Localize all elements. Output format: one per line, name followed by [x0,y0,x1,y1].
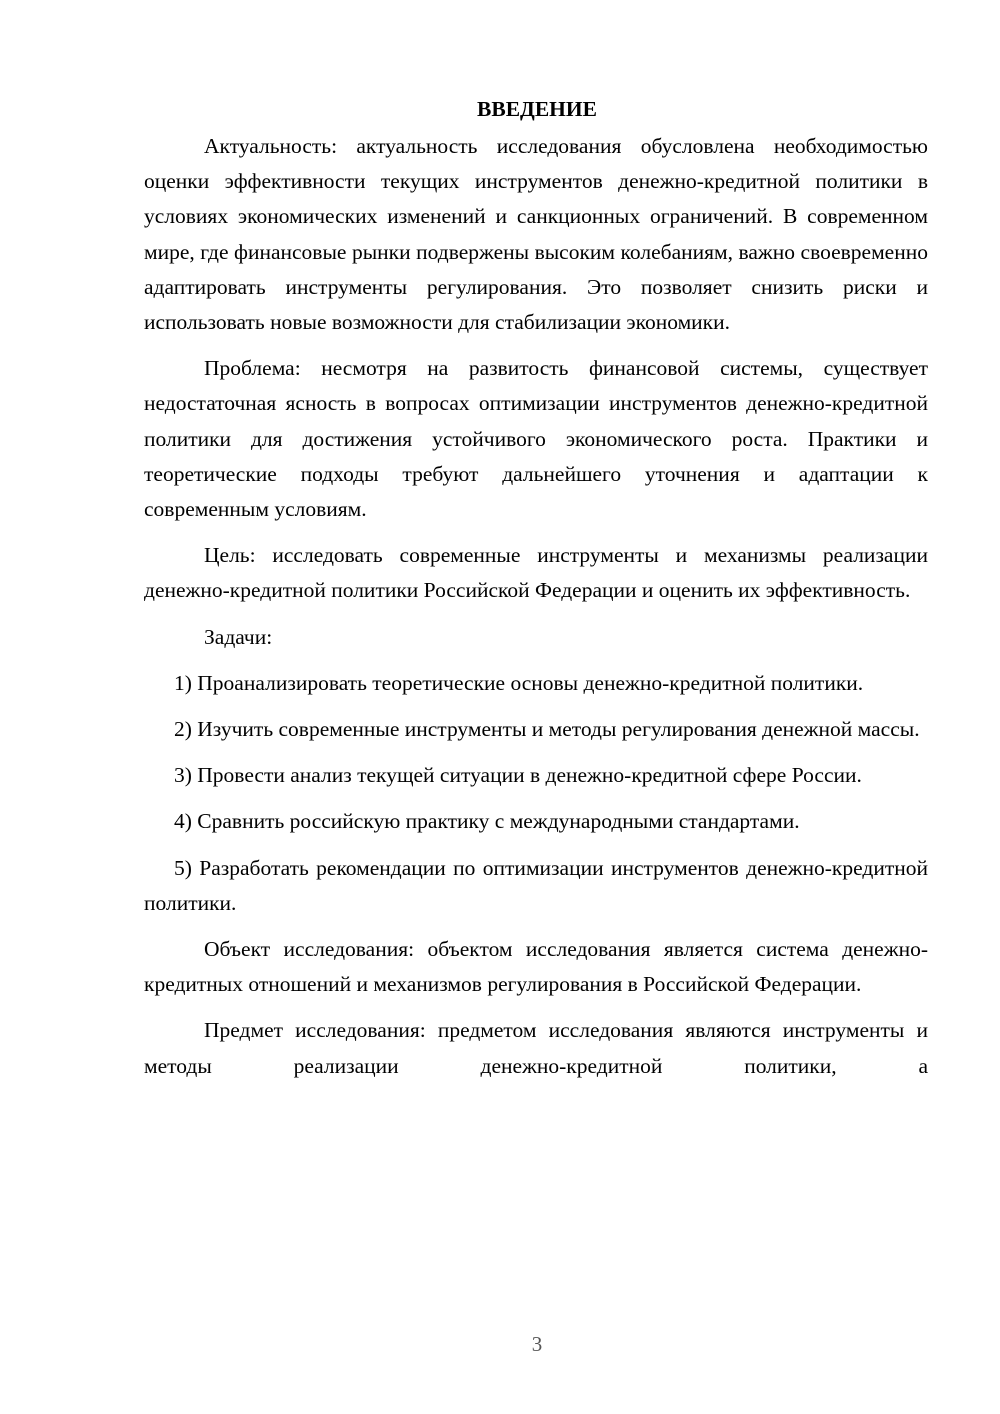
task-item: 3) Провести анализ текущей ситуации в денежно-кредитной сфере России. [174,763,862,788]
task-item: 2) Изучить современные инструменты и методы регулирования денежной массы. [174,717,920,742]
subject-paragraph: Предмет исследования: предметом исследования являются инструменты и методы реализации денежно-кредитной политики, а [144,1018,928,1078]
problem-paragraph: Проблема: несмотря на развитость финансовой системы, существует недостаточная ясность в вопросах оптимизации инструментов денежно-кредитной политики для достижения устойчивого экономического роста. Практики и теоретические подходы требуют дальнейшего уточнения и адаптации к современным условиям. [144,356,928,522]
task-item: 4) Сравнить российскую практику с международными стандартами. [174,809,800,834]
page-number: 3 [531,1332,543,1356]
document-body [144,92,928,1084]
goal-paragraph: Цель: исследовать современные инструменты и механизмы реализации денежно-кредитной политики Российской Федерации и оценить их эффективность. [144,543,928,603]
object-paragraph: Объект исследования: объектом исследования является система денежно-кредитных отношений и механизмов регулирования в Российской Федерации. [144,937,928,997]
task-item: 1) Проанализировать теоретические основы денежно-кредитной политики. [174,670,864,695]
task-item: 5) Разработать рекомендации по оптимизации инструментов денежно-кредитной политики. [144,855,928,915]
section-title: ВВЕДЕНИЕ [477,97,597,121]
tasks-heading: Задачи: [204,624,273,649]
relevance-paragraph: Актуальность: актуальность исследования обусловлена необходимостью оценки эффективности текущих инструментов денежно-кредитной политики в условиях экономических изменений и санкционных ограничений. В современном мире, где финансовые рынки подвержены высоким колебаниям, важно своевременно адаптировать инструменты регулирования. Это позволяет снизить риски и использовать новые возможности для стабилизации экономики. [144,134,928,335]
